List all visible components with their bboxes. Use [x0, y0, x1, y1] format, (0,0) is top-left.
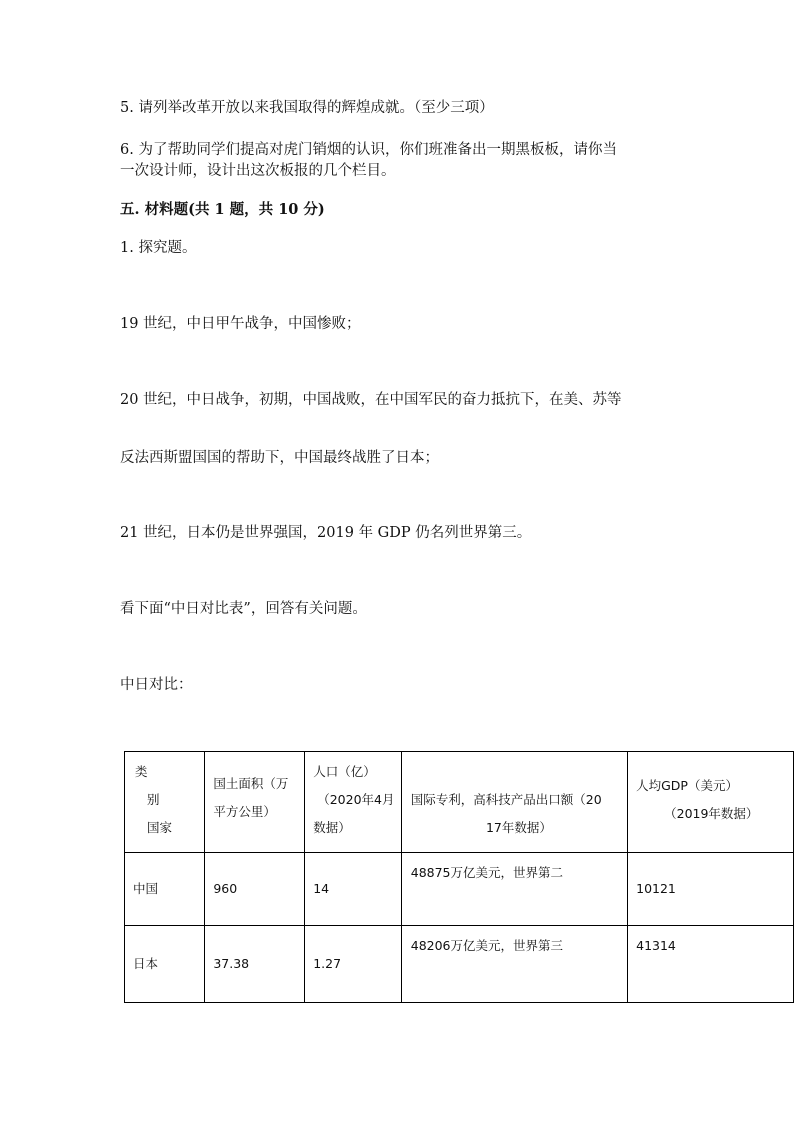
header-gdp-line: （2019年数据）	[664, 806, 759, 821]
header-patents-line: 17年数据）	[485, 820, 552, 835]
header-population-cell	[305, 752, 402, 853]
row-gdp-cell: 10121	[628, 853, 794, 926]
header-patents-cell	[401, 752, 627, 853]
header-patents-line: 国际专利，高科技产品出口额（20	[410, 792, 602, 807]
material-paragraph-3: 21 世纪，日本仍是世界强国，2019 年 GDP 仍名列世界第三。	[120, 525, 532, 541]
question-6-line-2: 一次设计师，设计出这次板报的几个栏目。	[120, 163, 396, 179]
header-area-cell	[205, 752, 305, 853]
material-paragraph-2-line-1: 20 世纪，中日战争，初期，中国战败，在中国军民的奋力抵抗下，在美、苏等	[120, 392, 622, 408]
row-country-cell: 日本	[125, 926, 205, 1003]
header-corner-country: 国家	[147, 820, 173, 835]
header-population-line: 数据）	[313, 820, 351, 835]
row-area-cell: 960	[205, 853, 305, 926]
section-heading: 五. 材料题(共 1 题，共 10 分)	[120, 201, 325, 218]
header-population-line: 人口（亿）	[313, 764, 376, 779]
row-gdp-cell: 41314	[628, 926, 794, 1003]
row-population-cell: 14	[305, 853, 402, 926]
table-header-row	[125, 752, 794, 853]
header-corner-category: 别	[147, 792, 160, 807]
table-row	[125, 853, 794, 926]
question-6-line-1: 6. 为了帮助同学们提高对虎门销烟的认识，你们班准备出一期黑板板，请你当	[120, 142, 617, 158]
row-country-cell: 中国	[125, 853, 205, 926]
material-paragraph-4: 看下面“中日对比表”，回答有关问题。	[120, 601, 367, 617]
item-1-title: 1. 探究题。	[120, 240, 197, 256]
material-paragraph-5: 中日对比：	[120, 677, 193, 693]
row-area-cell: 37.38	[205, 926, 305, 1003]
row-patents-cell: 48206万亿美元，世界第三	[401, 926, 627, 1003]
header-area-line: 平方公里）	[213, 804, 276, 819]
question-5: 5. 请列举改革开放以来我国取得的辉煌成就。（至少三项）	[120, 100, 494, 116]
row-population-cell: 1.27	[305, 926, 402, 1003]
header-gdp-cell	[628, 752, 794, 853]
material-paragraph-2-line-2: 反法西斯盟国国的帮助下，中国最终战胜了日本；	[120, 450, 439, 466]
header-corner-cell	[125, 752, 205, 853]
header-corner-category: 类	[135, 764, 148, 779]
table-row	[125, 926, 794, 1003]
comparison-table	[124, 751, 794, 1003]
header-area-line: 国土面积（万	[213, 776, 289, 791]
material-paragraph-1: 19 世纪，中日甲午战争，中国惨败；	[120, 316, 361, 332]
row-patents-cell: 48875万亿美元，世界第二	[401, 853, 627, 926]
header-population-line: （2020年4月	[317, 792, 395, 807]
header-gdp-line: 人均GDP（美元）	[636, 778, 738, 793]
